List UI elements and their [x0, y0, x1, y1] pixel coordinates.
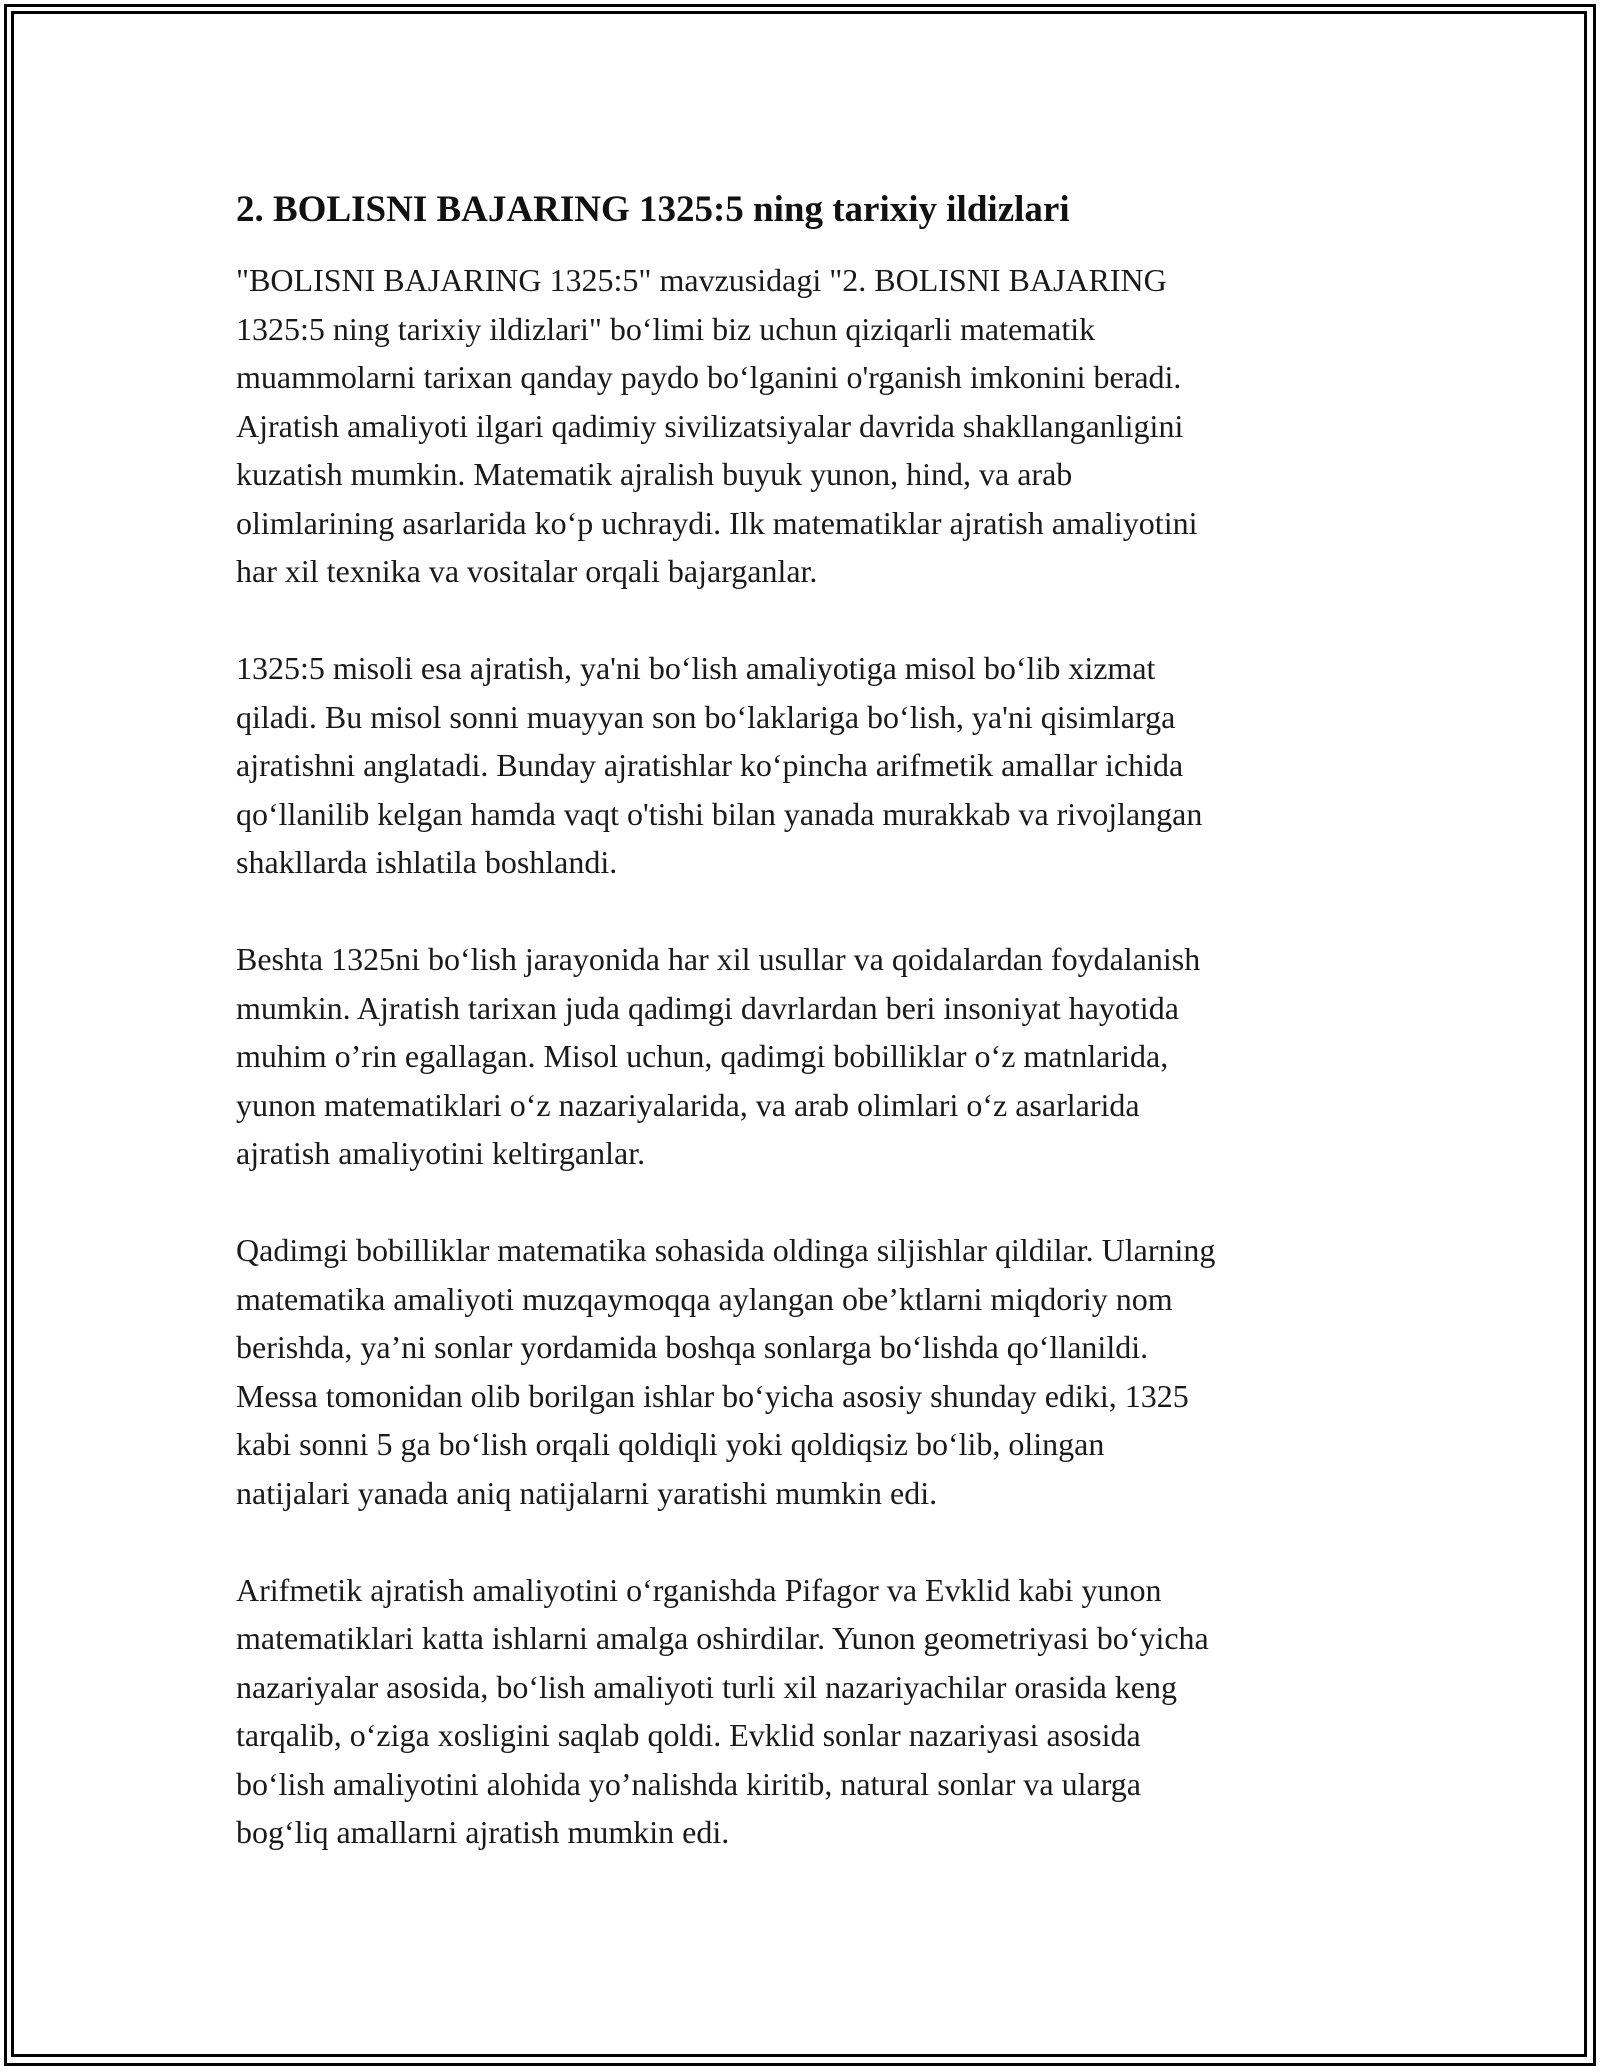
- paragraph-line: nazariyalar asosida, bo‘lish amaliyoti turli xil nazariyachilar orasida keng: [236, 1668, 1177, 1705]
- paragraph-5: [236, 1566, 1366, 1857]
- paragraph-line: Qadimgi bobilliklar matematika sohasida oldinga siljishlar qildilar. Ularning: [236, 1232, 1216, 1268]
- paragraph-line: 1325:5 misoli esa ajratish, ya'ni bo‘lish amaliyotiga misol bo‘lib xizmat: [236, 650, 1156, 686]
- paragraph-line: muhim o’rin egallagan. Misol uchun, qadimgi bobilliklar o‘z matnlarida,: [236, 1038, 1169, 1074]
- paragraph-line: bog‘liq amallarni ajratish mumkin edi.: [236, 1814, 730, 1850]
- paragraph-line: ajratishni anglatadi. Bunday ajratishlar ko‘pincha arifmetik amallar ichida: [236, 747, 1184, 783]
- paragraph-line: natijalari yanada aniq natijalarni yaratishi mumkin edi.: [236, 1474, 938, 1511]
- paragraph-line: muammolarni tarixan qanday paydo bo‘lganini o'rganish imkonini beradi.: [236, 359, 1182, 395]
- paragraph-line: har xil texnika va vositalar orqali bajarganlar.: [236, 553, 818, 589]
- paragraph-2: [236, 644, 1366, 887]
- paragraph-line: olimlarining asarlarida ko‘p uchraydi. Ilk matematiklar ajratish amaliyotini: [236, 504, 1198, 541]
- paragraph-4: [236, 1226, 1366, 1517]
- document-body: [236, 185, 1366, 1905]
- paragraph-line: tarqalib, o‘ziga xosligini saqlab qoldi. Evklid sonlar nazariyasi asosida: [236, 1717, 1141, 1753]
- paragraph-line: bo‘lish amaliyotini alohida yo’nalishda kiritib, natural sonlar va ularga: [236, 1765, 1141, 1802]
- paragraph-line: ajratish amaliyotini keltirganlar.: [236, 1135, 646, 1171]
- paragraph-line: Beshta 1325ni bo‘lish jarayonida har xil usullar va qoidalardan foydalanish: [236, 941, 1201, 977]
- paragraph-line: matematiklari katta ishlarni amalga oshirdilar. Yunon geometriyasi bo‘yicha: [236, 1620, 1209, 1656]
- paragraph-line: kabi sonni 5 ga bo‘lish orqali qoldiqli yoki qoldiqsiz bo‘lib, olingan: [236, 1426, 1105, 1462]
- paragraph-line: mumkin. Ajratish tarixan juda qadimgi davrlardan beri insoniyat hayotida: [236, 989, 1179, 1026]
- paragraph-line: "BOLISNI BAJARING 1325:5" mavzusidagi "2. BOLISNI BAJARING: [236, 262, 1167, 298]
- paragraph-line: kuzatish mumkin. Matematik ajralish buyuk yunon, hind, va arab: [236, 456, 1073, 492]
- section-heading: 2. BOLISNI BAJARING 1325:5 ning tarixiy ildizlari: [236, 189, 1070, 230]
- paragraph-line: Messa tomonidan olib borilgan ishlar bo‘yicha asosiy shunday ediki, 1325: [236, 1377, 1189, 1414]
- paragraph-line: 1325:5 ning tarixiy ildizlari" bo‘limi biz uchun qiziqarli matematik: [236, 310, 1096, 347]
- paragraph-line: Arifmetik ajratish amaliyotini o‘rganishda Pifagor va Evklid kabi yunon: [236, 1571, 1162, 1608]
- paragraph-3: [236, 935, 1366, 1178]
- paragraph-line: berishda, ya’ni sonlar yordamida boshqa sonlarga bo‘lishda qo‘llanildi.: [236, 1329, 1149, 1365]
- paragraph-1: [236, 256, 1366, 596]
- paragraph-line: matematika amaliyoti muzqaymoqqa aylangan obe’ktlarni miqdoriy nom: [236, 1280, 1173, 1317]
- paragraph-line: qiladi. Bu misol sonni muayyan son bo‘laklariga bo‘lish, ya'ni qisimlarga: [236, 698, 1176, 735]
- paragraph-line: qo‘llanilib kelgan hamda vaqt o'tishi bilan yanada murakkab va rivojlangan: [236, 795, 1203, 832]
- paragraph-line: Ajratish amaliyoti ilgari qadimiy sivilizatsiyalar davrida shakllanganligini: [236, 407, 1184, 444]
- paragraph-line: yunon matematiklari o‘z nazariyalarida, va arab olimlari o‘z asarlarida: [236, 1086, 1140, 1123]
- paragraph-line: shakllarda ishlatila boshlandi.: [236, 844, 618, 880]
